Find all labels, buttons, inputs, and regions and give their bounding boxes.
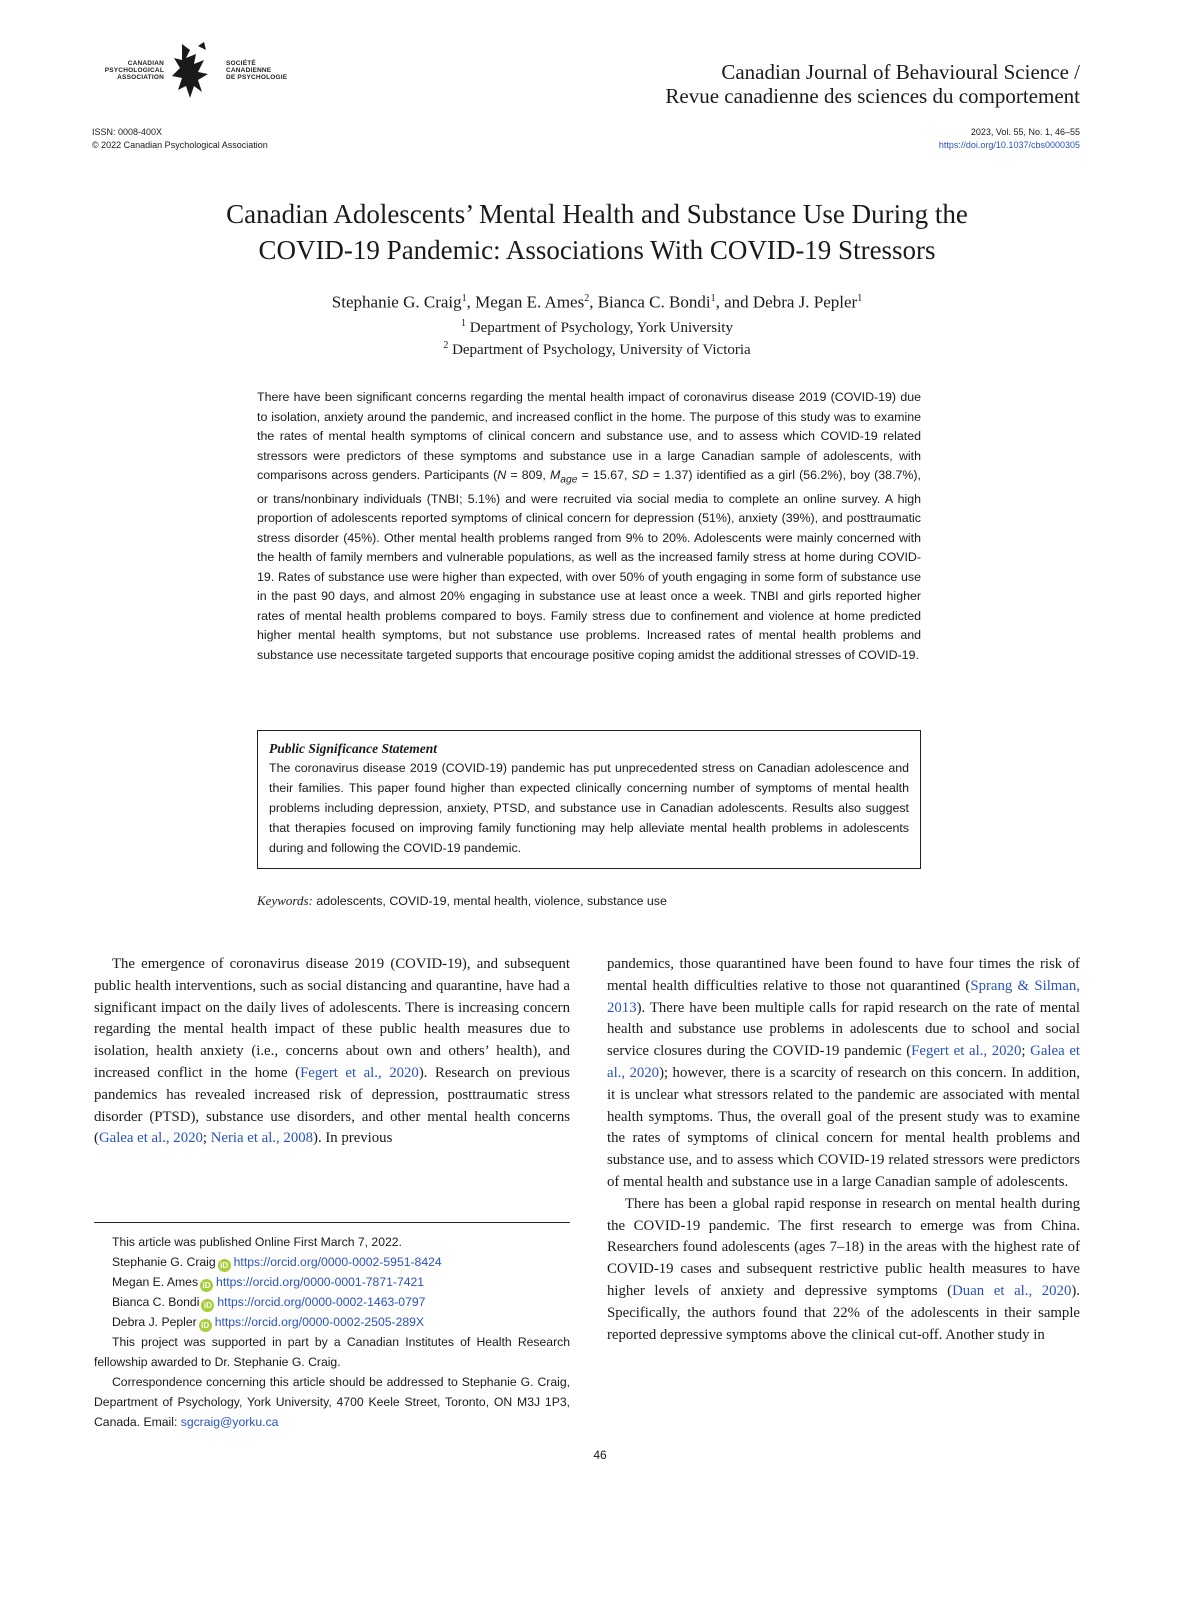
funding-note: This project was supported in part by a Canadian Institutes of Health Research fellowship awarded to Dr. Stephanie G. Craig. <box>94 1335 570 1369</box>
citation-block <box>939 126 1080 152</box>
copyright: © 2022 Canadian Psychological Association <box>92 140 268 150</box>
page-number: 46 <box>593 1448 607 1462</box>
keywords-label: Keywords: <box>257 893 313 908</box>
journal-title: Canadian Journal of Behavioural Science / Revue canadienne des sciences du comportement <box>665 60 1080 108</box>
citation-link[interactable]: Fegert et al., 2020 <box>300 1064 419 1081</box>
orcid-row: Megan E. Ames iD https://orcid.org/0000-0001-7871-7421 <box>112 1275 425 1290</box>
orcid-row: Bianca C. Bondi iD https://orcid.org/0000-0002-1463-0797 <box>112 1295 426 1310</box>
keywords <box>257 893 667 909</box>
email-link[interactable]: sgcraig@yorku.ca <box>180 1415 279 1429</box>
logo-org-french: SOCIÉTÉ CANADIENNE DE PSYCHOLOGIE <box>226 60 288 81</box>
logo-org-english: CANADIAN PSYCHOLOGICAL ASSOCIATION <box>104 60 164 81</box>
citation-link[interactable]: Galea et al., 2020 <box>607 1043 1080 1081</box>
citation-link[interactable]: Galea et al., 2020 <box>98 1130 203 1147</box>
body-column-left <box>94 954 570 1150</box>
maple-leaf-icon <box>168 40 220 102</box>
orcid-link[interactable]: https://orcid.org/0000-0001-7871-7421 <box>216 1275 425 1289</box>
citation-link[interactable]: Sprang & Silman, 2013 <box>607 977 1080 1016</box>
orcid-link[interactable]: https://orcid.org/0000-0002-5951-8424 <box>233 1255 442 1269</box>
footnote-divider <box>94 1222 570 1223</box>
orcid-link[interactable]: https://orcid.org/0000-0002-1463-0797 <box>217 1295 426 1309</box>
orcid-icon: iD <box>200 1279 213 1292</box>
citation: 2023, Vol. 55, No. 1, 46–55 <box>970 127 1080 137</box>
public-significance-text: The coronavirus disease 2019 (COVID-19) pandemic has put unprecedented stress on Canadian adolescence and their families. This paper found higher than expected clinically concerning number of symptoms of mental health problems including depression, anxiety, PTSD, and substance use in Canadian adolescents. Results also suggest that therapies focused on improving family functioning may help alleviate mental health problems in adolescents during and following the COVID-19 pandemic. <box>269 761 909 855</box>
orcid-icon: iD <box>201 1299 214 1312</box>
citation-link[interactable]: Duan et al., 2020 <box>952 1282 1072 1299</box>
author-list: Stephanie G. Craig$^1$, Megan E. Ames$^2$, Bianca C. Bondi$^1$, and Debra J. Pepler$^1$ <box>331 292 863 312</box>
issn-block <box>92 126 268 152</box>
affiliation-2: $^2$ Department of Psychology, University of Victoria <box>443 340 751 358</box>
orcid-link[interactable]: https://orcid.org/0000-0002-2505-289X <box>214 1315 425 1329</box>
citation-link[interactable]: Fegert et al., 2020 <box>911 1043 1022 1060</box>
keywords-text: adolescents, COVID-19, mental health, violence, substance use <box>312 894 667 908</box>
body-column-right <box>607 954 1080 1346</box>
footnotes <box>94 1232 570 1432</box>
cpa-logo <box>92 40 312 110</box>
correspondence-note: Correspondence concerning this article should be addressed to Stephanie G. Craig, Department of Psychology, York University, 4700 Keele Street, Toronto, ON M3J 1P3, Canada. Email: sgcraig@yorku.ca <box>94 1375 570 1429</box>
orcid-row: Debra J. Pepler iD https://orcid.org/0000-0002-2505-289X <box>112 1315 425 1330</box>
paragraph: There has been a global rapid response in research on mental health during the COVID-19 pandemic. The first research to emerge was from China. Researchers found adolescents (ages 7–18) in the areas with the highest rate of COVID-19 cases and subsequent restrictive public health measures to have higher levels of anxiety and depressive symptoms (Duan et al., 2020). Specifically, the authors found that 22% of the adolescents in their sample reported depressive symptoms above the clinical cut-off. Another study in <box>607 1195 1080 1343</box>
public-significance-title: Public Significance Statement <box>269 741 437 756</box>
paragraph: The emergence of coronavirus disease 2019 (COVID-19), and subsequent public health interventions, such as social distancing and quarantine, have had a significant impact on the daily lives of adolescents. There is increasing concern regarding the mental health impact of these public health measures due to isolation, health anxiety (i.e., concerns about own and others’ health), and increased conflict in the home (Fegert et al., 2020). Research on previous pandemics has revealed increased risk of depression, posttraumatic stress disorder (PTSD), substance use disorders, and other mental health concerns (Galea et al., 2020; Neria et al., 2008). In previous <box>94 956 570 1147</box>
author: Stephanie G. Craig <box>331 292 462 312</box>
abstract: There have been significant concerns regarding the mental health impact of coronavirus disease 2019 (COVID-19) due to isolation, anxiety around the pandemic, and increased conflict in the home. The purpose of this study was to examine the rates of mental health symptoms of clinical concern and substance use, and to assess which COVID-19 related stressors were predictors of these symptoms and substance use in a large Canadian sample of adolescents, with comparisons across genders. Participants (N = 809, $M_{age} = 15.67$, SD = 1.37) identified as a girl (56.2%), boy (38.7%), or trans/nonbinary individuals (TNBI; 5.1%) and were recruited via social media to complete an online survey. A high proportion of adolescents reported symptoms of clinical concern for depression (51%), anxiety (39%), and posttraumatic stress disorder (45%). Other mental health problems ranged from 9% to 20%. Adolescents were mainly concerned with the health of family members and vulnerable populations, as well as the increased family stress at home during COVID-19. Rates of substance use were higher than expected, with over 50% of youth engaging in some form of substance use in the past 90 days, and almost 20% engaging in substance use at least once a week. TNBI and girls reported higher rates of mental health problems compared to boys. Family stress due to confinement and violence at home predicted higher mental health symptoms, but not substance use problems. Increased rates of mental health problems and substance use necessitate targeted supports that encourage positive coping amidst the additional stresses of COVID-19. <box>257 390 921 662</box>
author: Debra J. Pepler <box>752 292 858 312</box>
citation-link[interactable]: Neria et al., 2008 <box>210 1130 314 1147</box>
author: Megan E. Ames <box>475 292 585 312</box>
orcid-row: Stephanie G. Craig iD https://orcid.org/0000-0002-5951-8424 <box>112 1255 442 1270</box>
article-title: Canadian Adolescents’ Mental Health and Substance Use During the COVID-19 Pandemic: Associations With COVID-19 Stressors <box>226 199 968 265</box>
author: Bianca C. Bondi <box>597 292 711 312</box>
published-note: This article was published Online First March 7, 2022. <box>112 1235 402 1249</box>
orcid-icon: iD <box>199 1319 212 1332</box>
issn: ISSN: 0008-400X <box>92 127 163 137</box>
doi-link[interactable]: https://doi.org/10.1037/cbs0000305 <box>938 140 1080 150</box>
paragraph: pandemics, those quarantined have been found to have four times the risk of mental health difficulties relative to those not quarantined (Sprang & Silman, 2013). There have been multiple calls for rapid research on the rate of mental health and substance use problems in adolescents due to school and social service closures during the COVID-19 pandemic (Fegert et al., 2020; Galea et al., 2020); however, there is a scarcity of research on this concern. In addition, it is unclear what stressors related to the pandemic are associated with mental health symptoms. Thus, the overall goal of the present study was to examine the rates of symptoms of clinical concern for mental health problems and substance use, and to assess which COVID-19 related stressors were predictors of mental health and substance use in a large Canadian sample of adolescents. <box>607 956 1081 1190</box>
orcid-icon: iD <box>218 1259 231 1272</box>
affiliation-1: $^1$ Department of Psychology, York University <box>461 318 733 336</box>
public-significance-box <box>257 730 921 869</box>
